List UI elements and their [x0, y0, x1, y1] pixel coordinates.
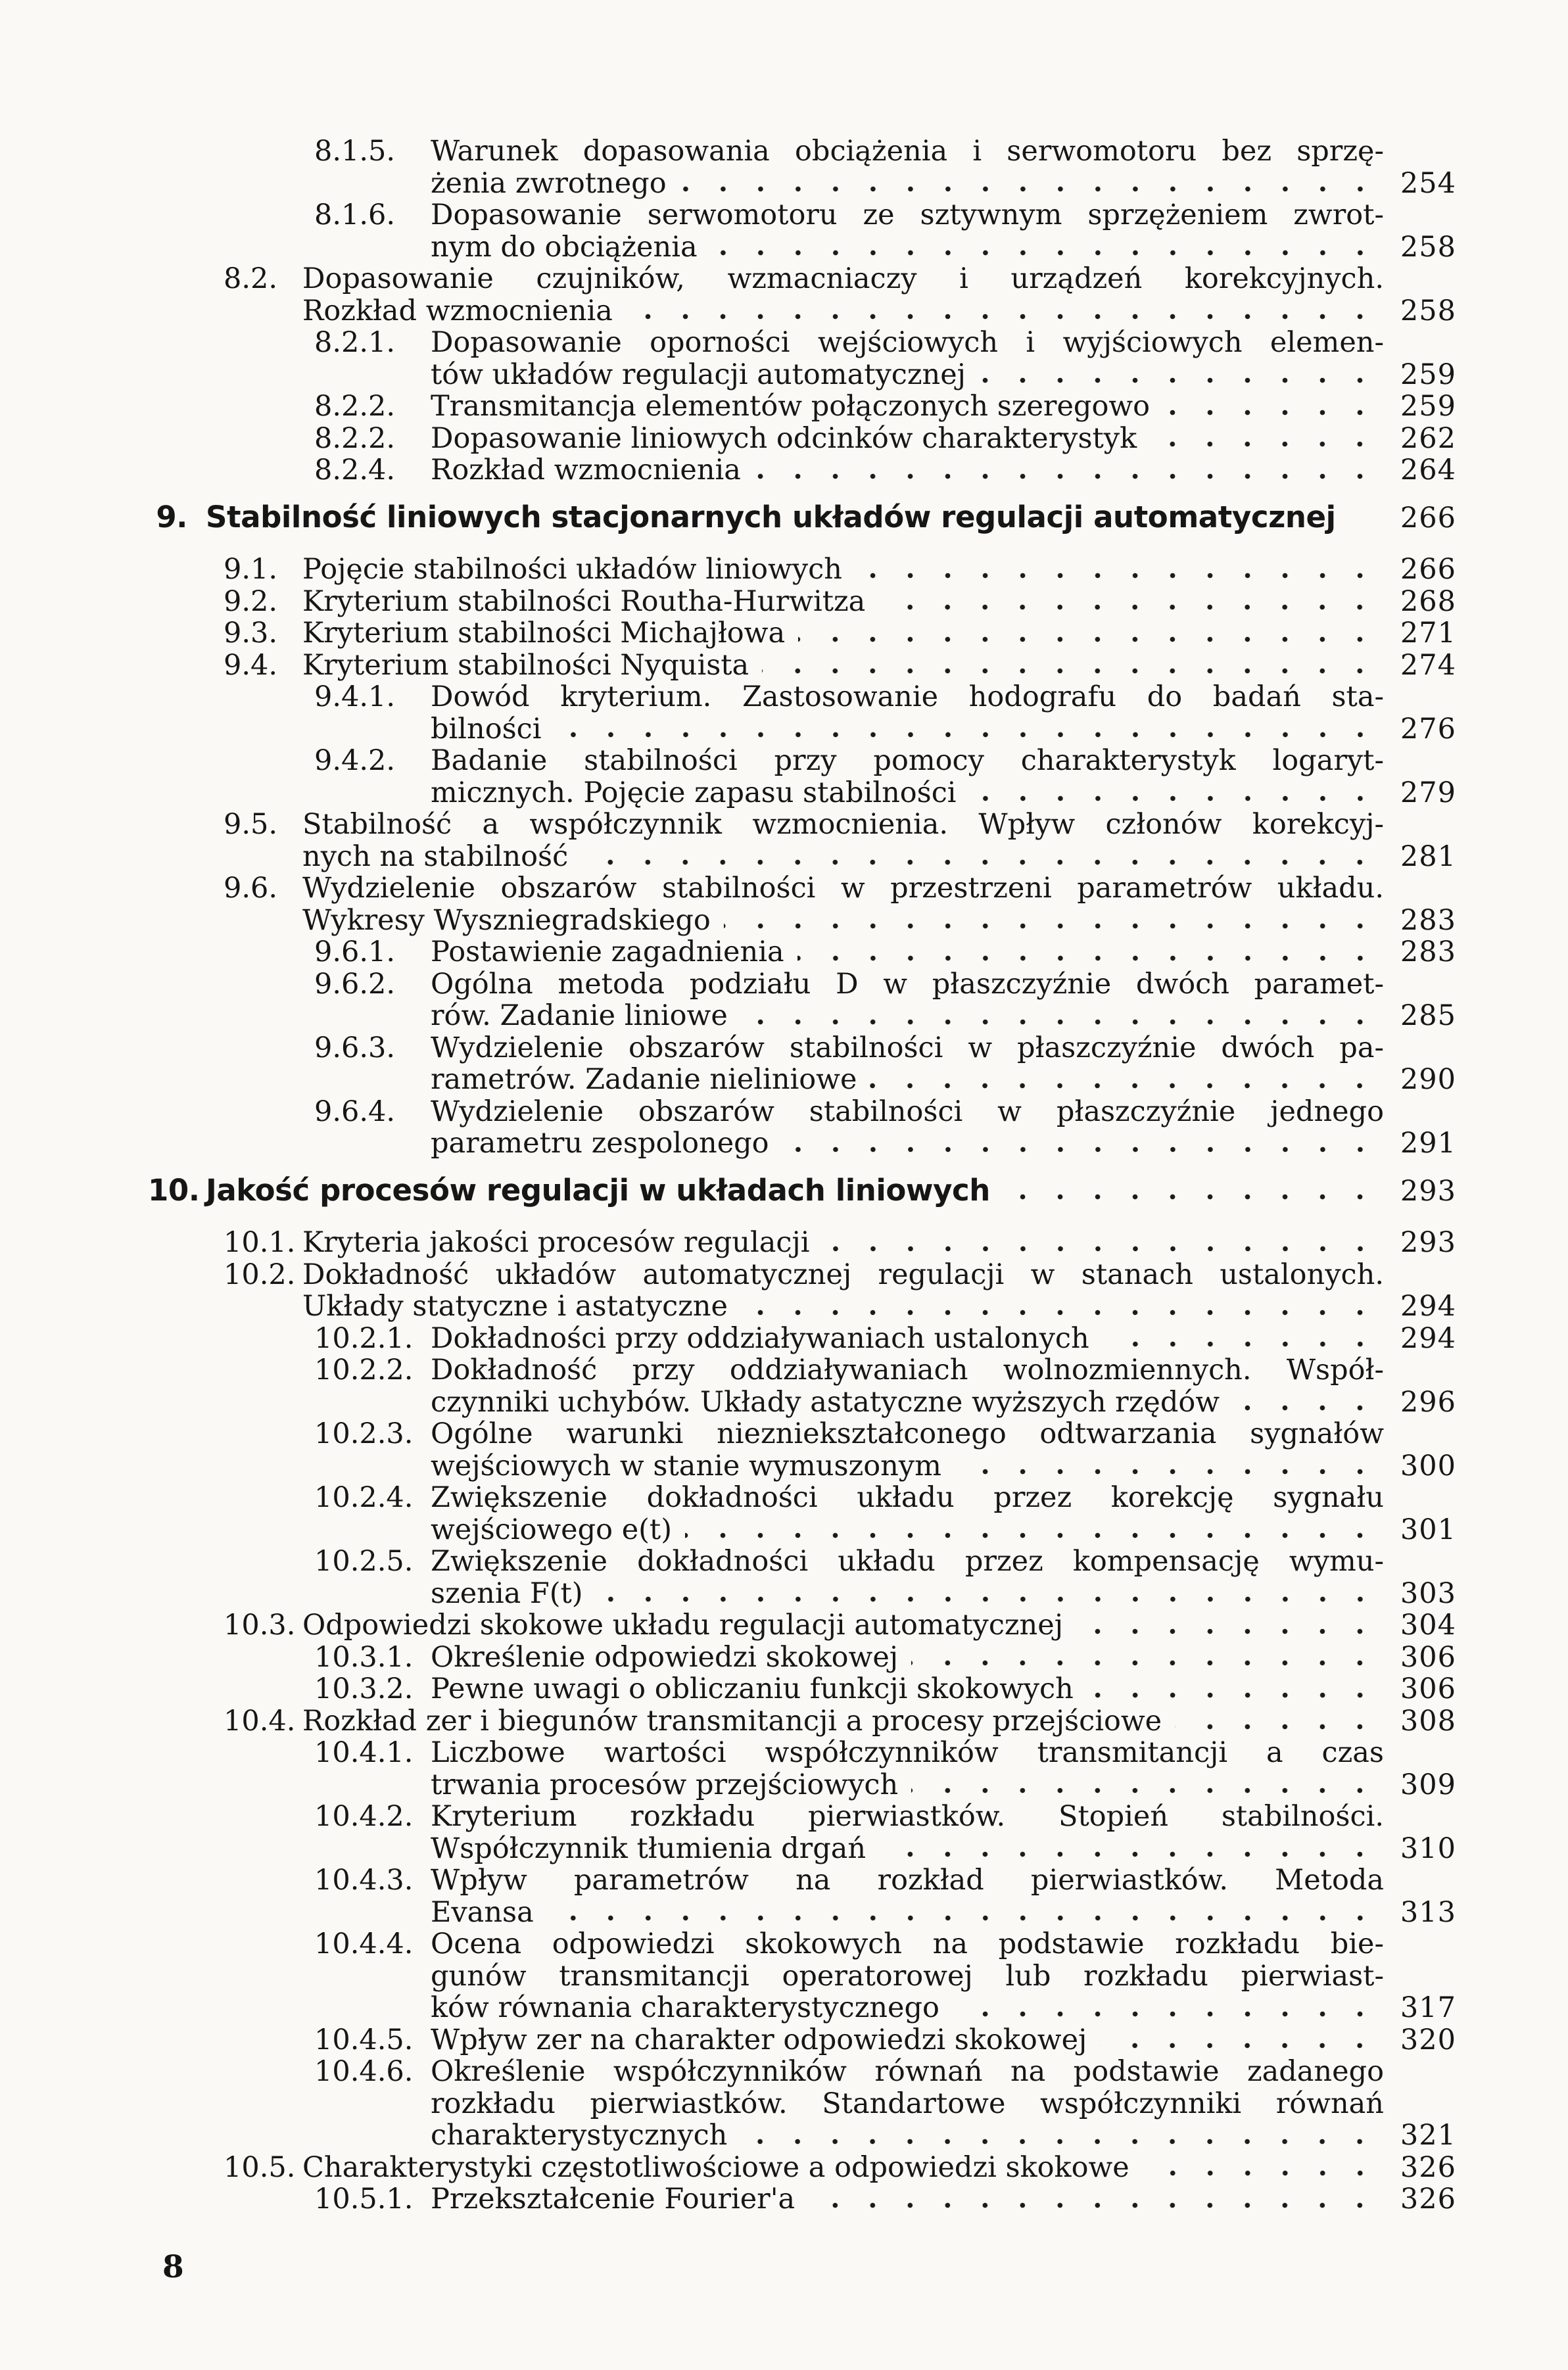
entry-number: 10.4.3. [314, 1864, 414, 1897]
toc-entry-row [0, 1127, 1568, 1160]
dot-leader [1089, 1323, 1384, 1355]
entry-number: 8.1.5. [314, 135, 396, 168]
dot-leader [898, 1769, 1384, 1801]
entry-number: 9.6.1. [314, 936, 396, 968]
toc-entry-row [0, 359, 1568, 391]
entry-text: czynniki uchybów. Układy astatyczne wyższych rzędów [431, 1385, 1220, 1419]
entry-text: parametru zespolonego [431, 1127, 769, 1160]
entry-text: Dokładność przy oddziaływaniach wolnozmiennych. Współ- [431, 1354, 1384, 1386]
dot-leader [741, 454, 1384, 486]
dot-leader [698, 231, 1384, 264]
toc-entry-row [0, 1705, 1568, 1738]
entry-number: 10.3.2. [314, 1672, 414, 1705]
dot-leader [728, 1291, 1384, 1323]
entry-text: nych na stabilność [302, 840, 569, 873]
toc-entry-row [0, 1450, 1568, 1482]
entry-text: Badanie stabilności przy pomocy charakterystyk logaryt- [431, 744, 1384, 777]
dot-leader [785, 617, 1384, 650]
dot-leader [990, 1175, 1384, 1208]
dot-leader [866, 1833, 1384, 1865]
entry-text: Ogólne warunki niezniekształconego odtwarzania sygnałów [431, 1417, 1384, 1450]
entry-page-number: 301 [1400, 1513, 1456, 1546]
entry-number: 10.2. [224, 1258, 296, 1291]
toc-entry-row [0, 1960, 1568, 1993]
entry-number: 9.2. [224, 584, 278, 618]
toc-entry-row [0, 681, 1568, 713]
entry-text: nym do obciążenia [431, 230, 698, 264]
entry-text: Jakość procesów regulacji w układach liniowych [206, 1172, 990, 1208]
entry-number: 10.1. [224, 1226, 296, 1259]
entry-number: 9.4.1. [314, 680, 396, 713]
entry-text: gunów transmitancji operatorowej lub rozkładu pierwiast- [431, 1959, 1384, 1993]
entry-number: 8.2.2. [314, 421, 396, 455]
dot-leader [583, 1578, 1384, 1610]
toc-chapter-row [0, 499, 1568, 534]
toc-entry-row [0, 841, 1568, 873]
entry-page-number: 308 [1400, 1704, 1456, 1738]
entry-text: charakterystycznych [431, 2119, 728, 2152]
entry-number: 10.3.1. [314, 1640, 414, 1674]
entry-text: Dopasowanie serwomotoru ze sztywnym sprzężeniem zwrot- [431, 199, 1384, 231]
entry-number: 10. [148, 1172, 200, 1208]
entry-text: Ocena odpowiedzi skokowych na podstawie rozkładu bie- [431, 1928, 1384, 1960]
dot-leader [728, 1000, 1384, 1032]
entry-page-number: 262 [1400, 421, 1456, 455]
toc-entry-row [0, 1032, 1568, 1064]
dot-leader [865, 586, 1384, 618]
entry-number: 9.3. [224, 617, 278, 650]
dot-leader [769, 1127, 1384, 1160]
toc-entry-row [0, 936, 1568, 968]
entry-page-number: 306 [1400, 1672, 1456, 1705]
entry-text: tów układów regulacji automatycznej [431, 358, 966, 391]
dot-leader [966, 359, 1384, 391]
entry-page-number: 285 [1400, 999, 1456, 1032]
entry-text: rozkładu pierwiastków. Standartowe współczynniki równań [431, 2087, 1384, 2120]
entry-text: trwania procesów przejściowych [431, 1768, 899, 1801]
entry-page-number: 304 [1400, 1609, 1456, 1642]
toc-entry-row [0, 295, 1568, 327]
entry-text: Dowód kryterium. Zastosowanie hodografu do badań sta- [431, 680, 1384, 713]
entry-text: Rozkład wzmocnienia [431, 454, 741, 486]
entry-page-number: 294 [1400, 1290, 1456, 1323]
entry-text: bilności [431, 712, 542, 746]
entry-page-number: 264 [1400, 454, 1456, 486]
entry-text: Evansa [431, 1895, 534, 1929]
toc-entry-row [0, 1897, 1568, 1929]
toc-entry-row [0, 1000, 1568, 1032]
toc-entry-row [0, 809, 1568, 841]
entry-text: Wpływ zer na charakter odpowiedzi skokowej [431, 2023, 1087, 2056]
entry-page-number: 254 [1400, 166, 1456, 200]
entry-number: 10.2.2. [314, 1354, 414, 1386]
toc-entry-row [0, 2088, 1568, 2120]
toc-entry-row [0, 650, 1568, 682]
entry-page-number: 268 [1400, 584, 1456, 618]
entry-page-number: 259 [1400, 358, 1456, 391]
entry-number: 8.2.1. [314, 326, 396, 359]
entry-number: 9.4.2. [314, 744, 396, 777]
entry-page-number: 326 [1400, 2183, 1456, 2216]
toc-entry-row [0, 2152, 1568, 2184]
dot-leader [842, 554, 1384, 586]
entry-text: Kryteria jakości procesów regulacji [302, 1226, 810, 1259]
entry-text: Ogólna metoda podziału D w płaszczyźnie dwóch paramet- [431, 967, 1384, 1001]
entry-text: Stabilność a współczynnik wzmocnienia. Wpływ członów korekcyj- [302, 808, 1384, 841]
entry-text: wejściowego e(t) [431, 1513, 672, 1546]
entry-page-number: 294 [1400, 1321, 1456, 1355]
entry-text: Rozkład wzmocnienia [302, 294, 613, 327]
dot-leader [898, 1642, 1384, 1674]
dot-leader [727, 2120, 1384, 2152]
toc-entry-row [0, 1354, 1568, 1386]
entry-text: Kryterium stabilności Nyquista [302, 648, 749, 682]
toc-entry-row [0, 1642, 1568, 1674]
entry-text: Kryterium stabilności Routha-Hurwitza [302, 584, 866, 618]
dot-leader [1220, 1386, 1384, 1419]
entry-page-number: 293 [1400, 1226, 1456, 1259]
toc-entry-row [0, 135, 1568, 168]
entry-number: 9.6.3. [314, 1031, 396, 1064]
entry-page-number: 326 [1400, 2150, 1456, 2184]
entry-number: 8.2. [224, 262, 278, 295]
toc-entry-row [0, 905, 1568, 937]
entry-text: Wydzielenie obszarów stabilności w płaszczyźnie dwóch pa- [431, 1031, 1384, 1064]
entry-number: 10.4.6. [314, 2055, 414, 2088]
entry-number: 10.2.5. [314, 1545, 414, 1578]
toc-entry-row [0, 745, 1568, 777]
dot-leader [784, 936, 1384, 968]
entry-text: Zwiększenie dokładności układu przez korekcję sygnału [431, 1481, 1384, 1514]
entry-number: 10.4.1. [314, 1736, 414, 1769]
entry-page-number: 283 [1400, 936, 1456, 968]
toc-entry-row [0, 2024, 1568, 2056]
entry-page-number: 300 [1400, 1449, 1456, 1482]
dot-leader [672, 1514, 1384, 1546]
toc-entry-row [0, 2183, 1568, 2216]
entry-text: Kryterium rozkładu pierwiastków. Stopień stabilności. [431, 1800, 1384, 1833]
dot-leader [941, 1450, 1384, 1482]
entry-text: Określenie współczynników równań na podstawie zadanego [431, 2055, 1384, 2088]
entry-number: 9.5. [224, 808, 278, 841]
entry-text: Stabilność liniowych stacjonarnych układów regulacji automatycznej [206, 499, 1336, 534]
dot-leader [1063, 1609, 1384, 1642]
toc-entry-row [0, 1833, 1568, 1865]
entry-number: 10.4.4. [314, 1928, 414, 1960]
entry-page-number: 266 [1400, 501, 1456, 534]
entry-text: Układy statyczne i astatyczne [302, 1290, 728, 1323]
entry-page-number: 283 [1400, 903, 1456, 937]
toc-entry-row [0, 872, 1568, 905]
entry-page-number: 313 [1400, 1895, 1456, 1929]
entry-page-number: 309 [1400, 1768, 1456, 1801]
entry-page-number: 317 [1400, 1991, 1456, 2024]
toc-entry-row [0, 777, 1568, 809]
entry-text: Odpowiedzi skokowe układu regulacji automatycznej [302, 1609, 1064, 1642]
toc-chapter-row [0, 1172, 1568, 1208]
entry-text: Charakterystyki częstotliwościowe a odpowiedzi skokowe [302, 2150, 1129, 2184]
entry-page-number: 290 [1400, 1063, 1456, 1096]
toc-entry-row [0, 1291, 1568, 1323]
entry-number: 10.5. [224, 2150, 296, 2184]
entry-page-number: 279 [1400, 776, 1456, 809]
toc-entry-row [0, 1769, 1568, 1801]
entry-text: Dopasowanie oporności wejściowych i wyjściowych elemen- [431, 326, 1384, 359]
dot-leader [857, 1064, 1384, 1096]
entry-page-number: 258 [1400, 230, 1456, 264]
entry-number: 10.4. [224, 1704, 296, 1738]
entry-number: 10.2.1. [314, 1321, 414, 1355]
entry-text: Współczynnik tłumienia drgań [431, 1832, 867, 1865]
entry-number: 8.1.6. [314, 199, 396, 231]
dot-leader [795, 2183, 1384, 2216]
entry-text: Określenie odpowiedzi skokowej [431, 1640, 899, 1674]
dot-leader [542, 713, 1384, 746]
entry-text: ków równania charakterystycznego [431, 1991, 939, 2024]
entry-page-number: 321 [1400, 2119, 1456, 2152]
entry-text: Dopasowanie liniowych odcinków charakterystyk [431, 421, 1137, 455]
dot-leader [568, 841, 1384, 873]
entry-text: wejściowych w stanie wymuszonym [431, 1449, 941, 1482]
entry-page-number: 303 [1400, 1576, 1456, 1610]
entry-number: 9.6. [224, 872, 278, 905]
entry-page-number: 258 [1400, 294, 1456, 327]
dot-leader [667, 168, 1384, 200]
entry-number: 10.2.3. [314, 1417, 414, 1450]
entry-page-number: 293 [1400, 1174, 1456, 1208]
entry-text: Rozkład zer i biegunów transmitancji a procesy przejściowe [302, 1704, 1162, 1738]
entry-number: 9.1. [224, 553, 278, 586]
dot-leader [534, 1897, 1384, 1929]
dot-leader [939, 1992, 1384, 2024]
entry-page-number: 296 [1400, 1385, 1456, 1419]
entry-page-number: 306 [1400, 1640, 1456, 1674]
toc-entry-row [0, 1992, 1568, 2024]
toc-entry-row [0, 1096, 1568, 1128]
entry-page-number: 310 [1400, 1832, 1456, 1865]
toc-entry-row [0, 1227, 1568, 1259]
toc-entry-row [0, 1801, 1568, 1833]
entry-page-number: 291 [1400, 1127, 1456, 1160]
dot-leader [749, 650, 1384, 682]
toc-entry-row [0, 968, 1568, 1001]
toc-entry-row [0, 454, 1568, 486]
toc-entry-row [0, 1673, 1568, 1705]
entry-text: rametrów. Zadanie nieliniowe [431, 1063, 857, 1096]
toc-entry-row [0, 1928, 1568, 1960]
entry-text: szenia F(t) [431, 1576, 583, 1610]
entry-text: Kryterium stabilności Michajłowa [302, 617, 786, 650]
dot-leader [810, 1227, 1384, 1259]
entry-page-number: 274 [1400, 648, 1456, 682]
toc-entry-row [0, 1259, 1568, 1291]
toc-entry-row [0, 263, 1568, 295]
toc-entry-row [0, 554, 1568, 586]
entry-text: żenia zwrotnego [431, 166, 667, 200]
entry-text: Wpływ parametrów na rozkład pierwiastków. Metoda [431, 1864, 1384, 1897]
toc-entry-row [0, 1482, 1568, 1514]
toc-entry-row [0, 423, 1568, 455]
toc-entry-row [0, 1737, 1568, 1769]
dot-leader [1129, 2152, 1384, 2184]
toc-entry-row [0, 1418, 1568, 1450]
entry-text: Dokładności przy oddziaływaniach ustalonych [431, 1321, 1089, 1355]
entry-text: Pojęcie stabilności układów liniowych [302, 553, 842, 586]
toc-entry-row [0, 1578, 1568, 1610]
toc-entry-row [0, 391, 1568, 423]
entry-page-number: 259 [1400, 390, 1456, 423]
dot-leader [711, 905, 1384, 937]
entry-number: 10.3. [224, 1609, 296, 1642]
toc-entry-row [0, 713, 1568, 746]
entry-text: Dopasowanie czujników, wzmacniaczy i urządzeń korekcyjnych. [302, 262, 1384, 295]
table-of-contents [0, 135, 1568, 2216]
entry-number: 8.2.2. [314, 390, 396, 423]
entry-page-number: 281 [1400, 840, 1456, 873]
toc-entry-row [0, 231, 1568, 264]
entry-number: 10.2.4. [314, 1481, 414, 1514]
entry-number: 9. [156, 499, 187, 534]
dot-leader [1087, 2024, 1384, 2056]
toc-entry-row [0, 1609, 1568, 1642]
entry-text: Transmitancja elementów połączonych szeregowo [431, 390, 1151, 423]
entry-text: micznych. Pojęcie zapasu stabilności [431, 776, 957, 809]
entry-text: Wykresy Wyszniegradskiego [302, 903, 711, 937]
entry-page-number: 266 [1400, 553, 1456, 586]
dot-leader [957, 777, 1384, 809]
entry-text: Wydzielenie obszarów stabilności w przestrzeni parametrów układu. [302, 872, 1384, 905]
entry-page-number: 276 [1400, 712, 1456, 746]
dot-leader [1336, 502, 1384, 534]
entry-text: Liczbowe wartości współczynników transmitancji a czas [431, 1736, 1384, 1769]
toc-entry-row [0, 586, 1568, 618]
toc-entry-row [0, 1323, 1568, 1355]
entry-text: Warunek dopasowania obciążenia i serwomotoru bez sprzę- [431, 135, 1384, 168]
entry-number: 10.4.2. [314, 1800, 414, 1833]
page-folio-number: 8 [162, 2249, 184, 2285]
entry-number: 8.2.4. [314, 454, 396, 486]
entry-text: Postawienie zagadnienia [431, 936, 784, 968]
toc-entry-row [0, 2120, 1568, 2152]
dot-leader [1162, 1705, 1384, 1738]
entry-number: 10.5.1. [314, 2183, 414, 2216]
toc-entry-row [0, 199, 1568, 231]
toc-entry-row [0, 1514, 1568, 1546]
entry-text: rów. Zadanie liniowe [431, 999, 728, 1032]
toc-entry-row [0, 327, 1568, 359]
toc-entry-row [0, 1546, 1568, 1578]
entry-text: Dokładność układów automatycznej regulacji w stanach ustalonych. [302, 1258, 1384, 1291]
entry-text: Pewne uwagi o obliczaniu funkcji skokowych [431, 1672, 1074, 1705]
entry-text: Zwiększenie dokładności układu przez kompensację wymu- [431, 1545, 1384, 1578]
entry-page-number: 320 [1400, 2023, 1456, 2056]
entry-text: Wydzielenie obszarów stabilności w płaszczyźnie jednego [431, 1095, 1384, 1128]
entry-page-number: 271 [1400, 617, 1456, 650]
toc-entry-row [0, 1386, 1568, 1419]
toc-entry-row [0, 168, 1568, 200]
entry-number: 9.6.4. [314, 1095, 396, 1128]
toc-entry-row [0, 1864, 1568, 1897]
entry-number: 9.4. [224, 648, 278, 682]
toc-entry-row [0, 1064, 1568, 1096]
dot-leader [1137, 423, 1384, 455]
entry-number: 10.4.5. [314, 2023, 414, 2056]
dot-leader [1150, 391, 1384, 423]
toc-entry-row [0, 617, 1568, 650]
dot-leader [1074, 1673, 1384, 1705]
entry-number: 9.6.2. [314, 967, 396, 1001]
toc-entry-row [0, 2056, 1568, 2088]
entry-text: Przekształcenie Fourier'a [431, 2183, 796, 2216]
dot-leader [613, 295, 1384, 327]
